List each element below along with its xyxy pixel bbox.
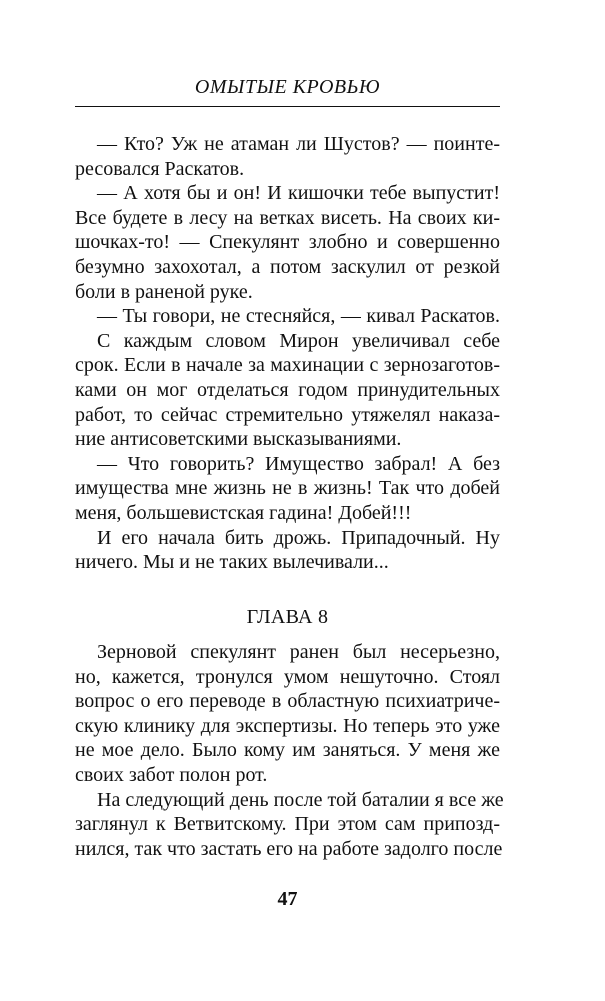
text-line: Все будете в лесу на ветках висеть. На своих ки- [75,206,500,229]
text-line: ками он мог отделаться годом принудительных [75,378,500,401]
text-line: работ, то сейчас стремительно утяжелял наказа- [75,403,500,426]
running-title: ОМЫТЫЕ КРОВЬЮ [194,76,381,98]
text-line: но, кажется, тронулся умом нешуточно. Стоял [75,665,500,688]
text-line: — Кто? Уж не атаман ли Шустов? — поинте- [97,133,500,155]
text-line: нился, так что застать его на работе задолго после [75,837,503,860]
text-line: своих забот полон рот. [75,763,268,786]
text-line: ресовался Раскатов. [75,157,245,180]
text-line: — Ты говори, не стесняйся, — кивал Раскатов. [97,305,500,328]
text-line: боли в раненой руке. [75,280,253,303]
text-line: — А хотя бы и он! И кишочки тебе выпустит! [97,182,500,205]
header-rule [75,106,500,107]
text-line: меня, большевистская гадина! Добей!!! [75,501,412,524]
text-line: безумно захохотал, а потом заскулил от резкой [75,255,500,278]
text-line: С каждым словом Мирон увеличивал себе [97,329,500,352]
text-line: заглянул к Ветвитскому. При этом сам припозд- [75,813,500,836]
text-line: срок. Если в начале за махинации с зернозаготов- [75,354,500,377]
text-line: вопрос о его переводе в областную психиатриче- [75,690,500,713]
text-line: ние антисоветскими высказываниями. [75,428,402,451]
text-line: имущества мне жизнь не в жизнь! Так что добей [75,477,500,500]
text-block-before-chapter [75,132,500,575]
text-line: — Что говорить? Имущество забрал! А без [97,452,500,475]
page-number: 47 [277,888,298,910]
text-line: И его начала бить дрожь. Припадочный. Ну [97,526,500,549]
text-line: скую клинику для экспертизы. Но теперь это уже [75,714,500,737]
chapter-title: ГЛАВА 8 [246,606,329,628]
text-line: Зерновой спекулянт ранен был несерьезно, [97,641,500,663]
text-line: ничего. Мы и не таких вылечивали... [75,551,389,574]
text-block-chapter-body [75,640,504,861]
text-line: не мое дело. Было кому им заняться. У меня же [75,739,500,762]
text-line: шочках-то! — Спекулянт злобно и совершенно [75,231,500,254]
text-line: На следующий день после той баталии я все же [97,788,504,811]
